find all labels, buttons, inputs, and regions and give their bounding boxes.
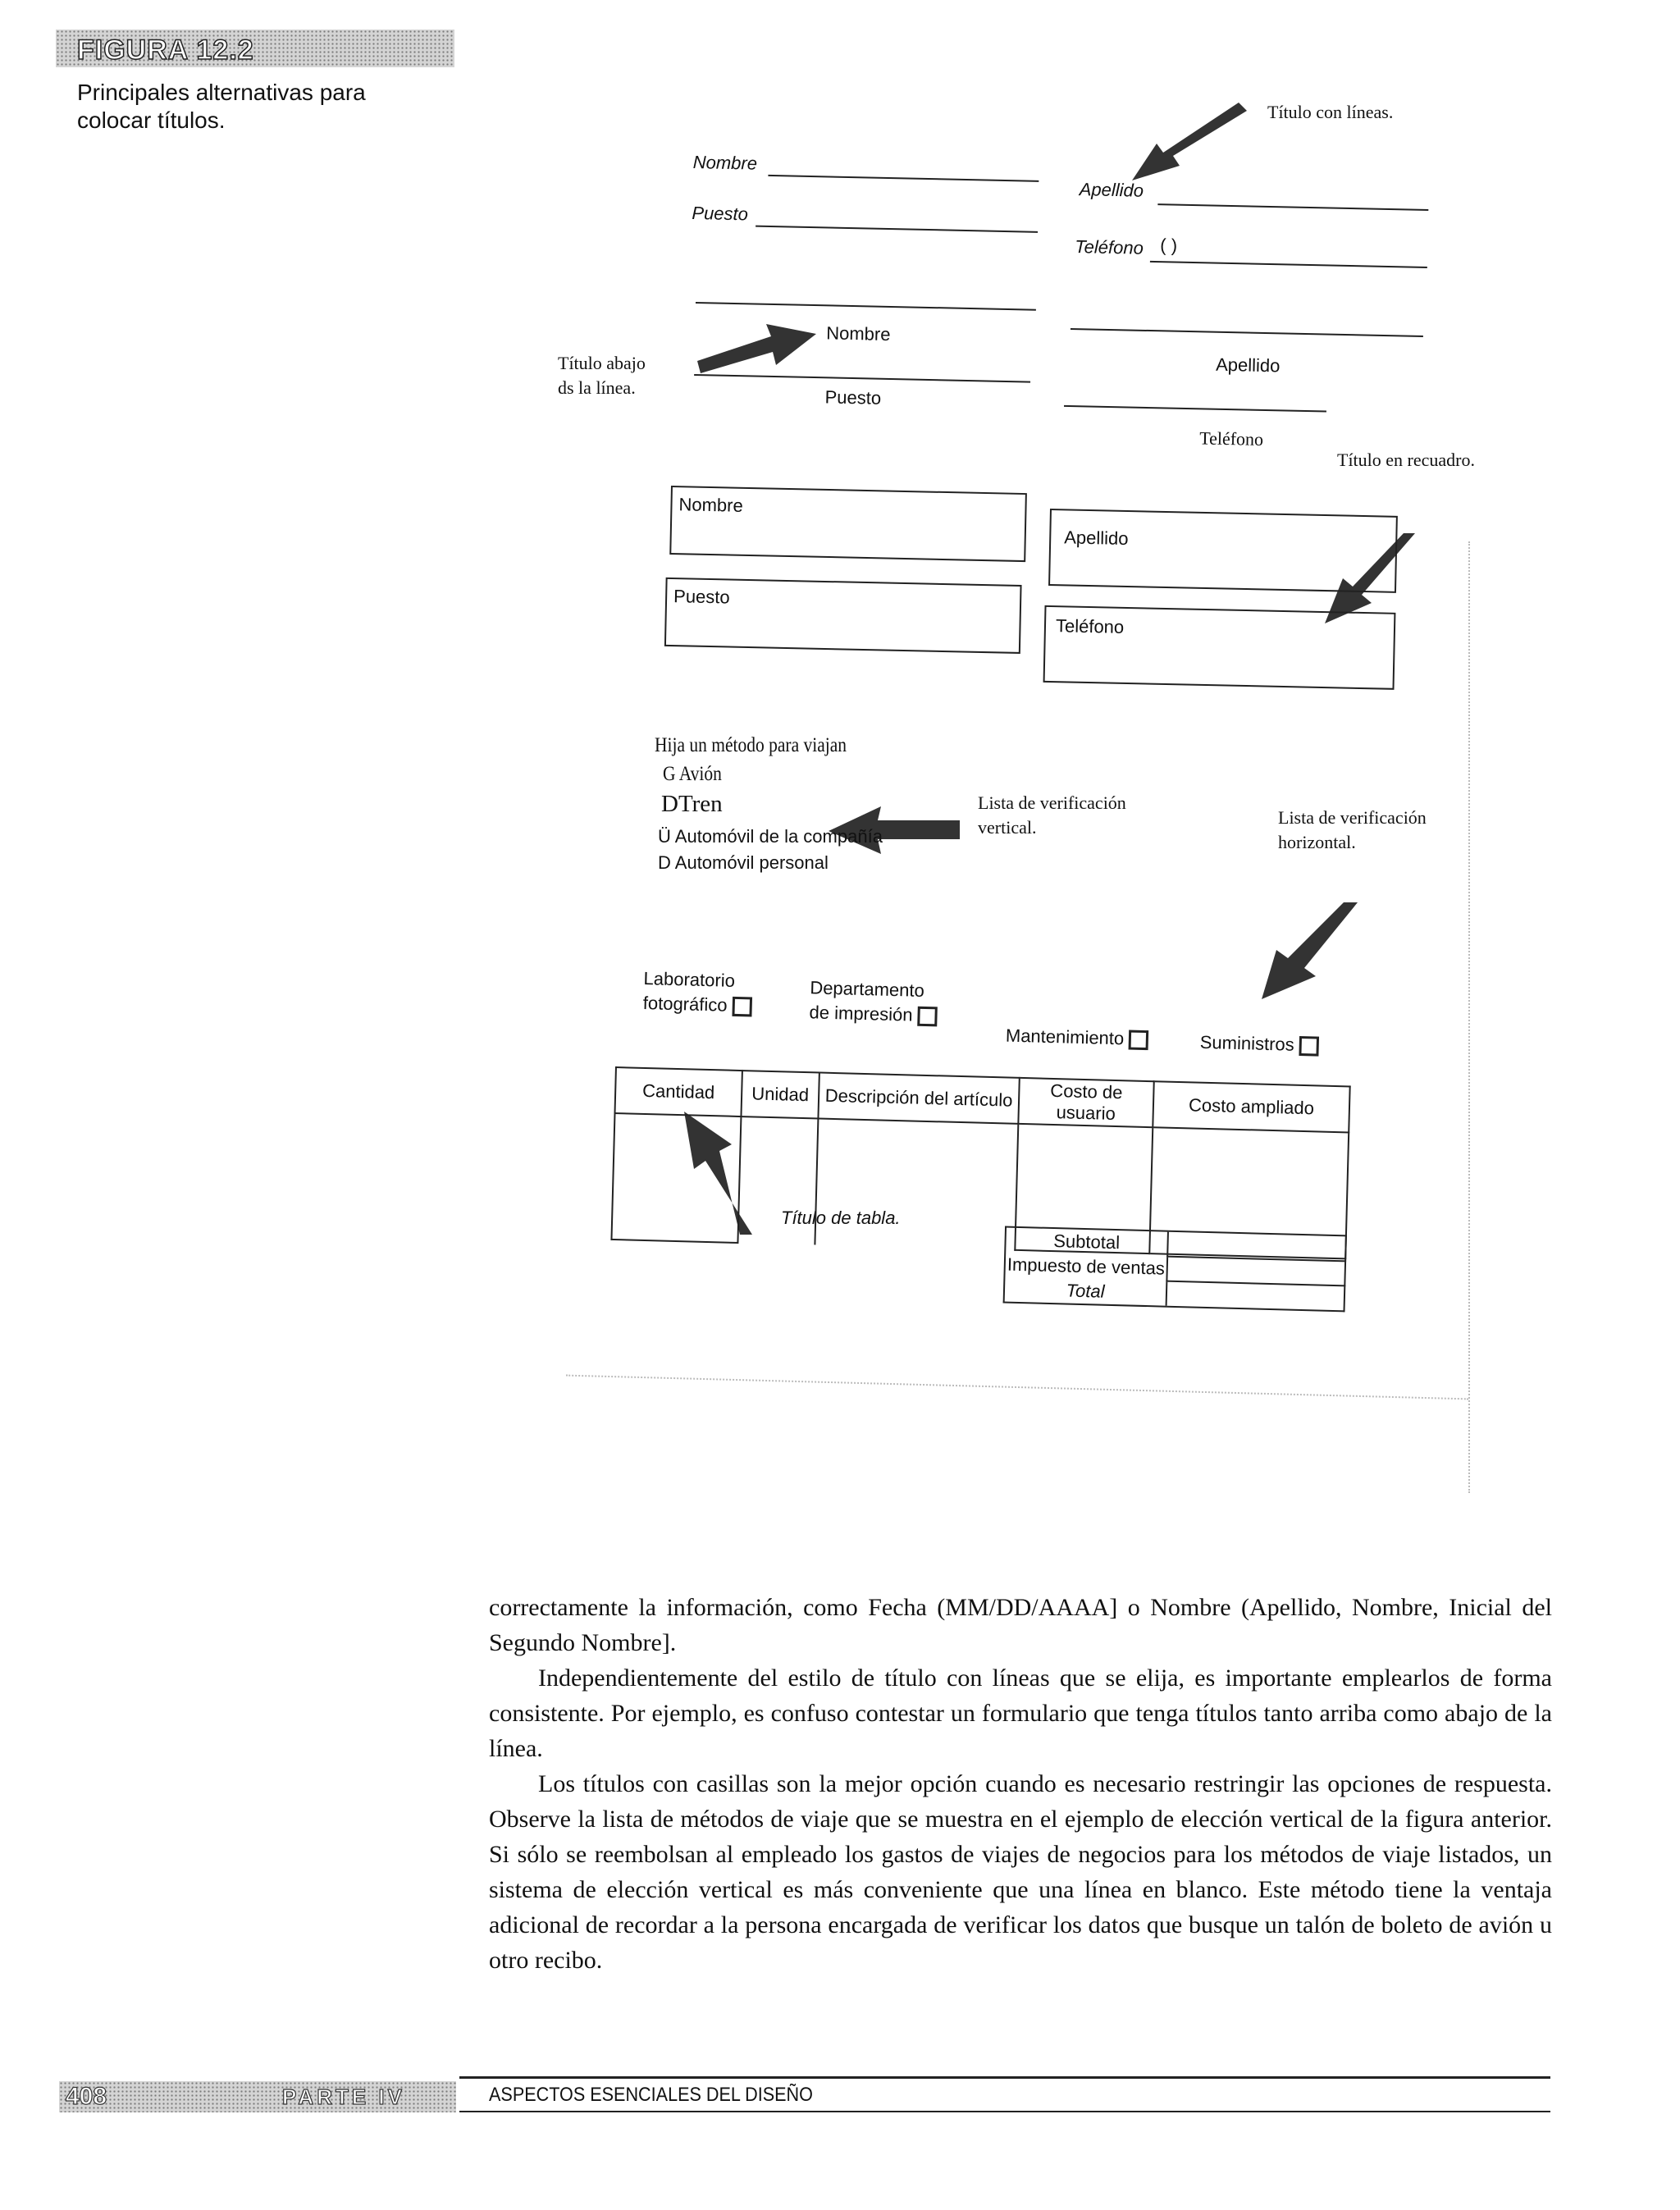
col-descripcion: Descripción del artículo xyxy=(818,1073,1019,1124)
form-lines-left xyxy=(691,152,1046,266)
checkbox-supplies[interactable] xyxy=(1299,1036,1319,1057)
footer-section-title: ASPECTOS ESENCIALES DEL DISEÑO xyxy=(489,2084,813,2106)
col-cantidad: Cantidad xyxy=(615,1067,742,1116)
option-lab-line2: fotográfico xyxy=(642,991,751,1018)
annotation-title-in-box: Título en recuadro. xyxy=(1337,450,1475,470)
paragraph-1: correctamente la información, como Fecha (MM/DD/AAAA] o Nombre (Apellido, Nombre, Inicial del Segundo Nombre]. xyxy=(489,1594,1552,1656)
label-puesto-lines: Puesto xyxy=(692,202,749,225)
option-lab[interactable] xyxy=(642,966,752,1018)
annotation-horizontal-checklist xyxy=(1278,806,1427,854)
figure-scan-bottom-border xyxy=(566,1375,1468,1400)
table-cell[interactable] xyxy=(815,1118,1018,1249)
annotation-below-line-2: ds la línea. xyxy=(558,377,636,398)
phone-parens: ( ) xyxy=(1160,235,1178,256)
vertical-option-avion[interactable]: G Avión xyxy=(663,763,722,785)
annotation-horizontal-1: Lista de verificación xyxy=(1278,807,1427,828)
figure-tag xyxy=(56,30,454,67)
table-cell[interactable] xyxy=(611,1113,741,1243)
telefono-below-line[interactable] xyxy=(1064,405,1326,413)
annotation-horizontal-2: horizontal. xyxy=(1278,831,1356,852)
annotation-vertical-1: Lista de verificación xyxy=(978,792,1126,813)
annotation-title-with-lines: Título con líneas. xyxy=(1267,102,1394,122)
label-telefono-below: Teléfono xyxy=(1198,427,1264,450)
total-label-subtotal: Subtotal xyxy=(1005,1227,1168,1257)
items-table-wrap xyxy=(610,1066,1350,1302)
col-costo-usuario: Costo de usuario xyxy=(1018,1078,1153,1127)
nombre-box[interactable] xyxy=(669,486,1027,562)
apellido-line[interactable] xyxy=(1157,203,1428,211)
annotation-vertical-checklist xyxy=(978,791,1126,839)
page-number: 408 xyxy=(66,2083,107,2110)
label-telefono-lines: Teléfono xyxy=(1075,235,1144,258)
form-boxes-left xyxy=(667,486,1032,674)
label-apellido-box: Apellido xyxy=(1064,527,1129,550)
total-label-tax: Impuesto de ventas xyxy=(1004,1253,1167,1281)
option-supplies[interactable]: Suministros xyxy=(1199,1032,1319,1057)
part-label: PARTE IV xyxy=(282,2084,405,2109)
vertical-question: Hija un método para viajan xyxy=(655,734,847,756)
checkbox-maintenance[interactable] xyxy=(1129,1030,1149,1051)
checkbox-lab[interactable] xyxy=(732,997,752,1017)
figure-caption xyxy=(77,79,366,135)
nombre-below-line[interactable] xyxy=(696,302,1036,311)
label-puesto-below: Puesto xyxy=(824,386,882,409)
figure-caption-line1: Principales alternativas para xyxy=(77,80,366,105)
label-telefono-box: Teléfono xyxy=(1055,615,1125,637)
footer-rule-top xyxy=(459,2076,1550,2079)
footer-rule-bottom xyxy=(459,2111,1550,2112)
footer-band xyxy=(59,2081,456,2112)
telefono-box[interactable] xyxy=(1043,605,1396,690)
apellido-box[interactable] xyxy=(1048,509,1398,593)
form-boxes-right xyxy=(1046,509,1427,705)
label-nombre-lines: Nombre xyxy=(692,152,758,174)
arrow-icon-lines xyxy=(1124,98,1255,189)
checkbox-print[interactable] xyxy=(917,1007,938,1027)
items-table xyxy=(610,1066,1350,1259)
paragraph-3: Los títulos con casillas son la mejor opción cuando es necesario restringir las opciones de respuesta. Observe la lista de métodos de viaje que se muestra en el ejemplo de elección vertical de la figura anterior. Si sólo se reembolsan al empleado los gastos de viajes de negocios para los métodos de viaje listados, un sistema de elección vertical es más conveniente que una línea en blanco. Este método tiene la ventaja adicional de recordar a la persona encargada de verificar los datos que busque un talón de boleto de avión u otro recibo. xyxy=(489,1770,1552,1974)
option-maintenance[interactable]: Mantenimiento xyxy=(1006,1025,1149,1051)
annotation-title-below-line xyxy=(558,351,646,400)
total-value-total[interactable] xyxy=(1166,1281,1345,1312)
vertical-option-personal-car[interactable]: D Automóvil personal xyxy=(658,852,829,873)
figure-caption-line2: colocar títulos. xyxy=(77,107,226,133)
vertical-option-tren[interactable]: DTren xyxy=(661,791,723,817)
puesto-line[interactable] xyxy=(756,226,1038,233)
annotation-vertical-2: vertical. xyxy=(978,816,1037,838)
paragraph-2: Independientemente del estilo de título con líneas que se elija, es importante emplearlos de forma consistente. Por ejemplo, es confuso contestar un formulario que tenga títulos tanto arriba como abajo de la línea. xyxy=(489,1664,1552,1762)
vertical-option-company-car[interactable]: Ü Automóvil de la compañía xyxy=(658,826,883,847)
figure-tag-label: FIGURA 12.2 xyxy=(77,34,254,66)
label-nombre-box: Nombre xyxy=(678,494,744,516)
option-lab-line1: Laboratorio xyxy=(643,967,736,991)
label-nombre-below: Nombre xyxy=(825,322,891,345)
figure-scan-border xyxy=(1436,541,1470,1493)
label-puesto-box: Puesto xyxy=(673,586,730,608)
label-apellido-lines: Apellido xyxy=(1079,179,1144,201)
annotation-table-title: Título de tabla. xyxy=(781,1208,901,1228)
annotation-below-line-1: Título abajo xyxy=(558,353,646,373)
col-costo-ampliado: Costo ampliado xyxy=(1153,1081,1349,1132)
vertical-checklist xyxy=(655,735,883,872)
puesto-box[interactable] xyxy=(664,578,1022,654)
form-lines-right xyxy=(1074,179,1437,293)
puesto-below-line[interactable] xyxy=(694,374,1030,383)
totals-table xyxy=(1003,1226,1347,1313)
form-below-left xyxy=(693,302,1048,432)
apellido-below-line[interactable] xyxy=(1071,328,1423,337)
nombre-line[interactable] xyxy=(768,175,1039,182)
col-unidad: Unidad xyxy=(741,1071,819,1118)
option-print-line1: Departamento xyxy=(810,977,925,1001)
telefono-line[interactable] xyxy=(1150,261,1427,268)
body-text xyxy=(489,1590,1552,1978)
total-label-total: Total xyxy=(1004,1277,1167,1307)
option-print[interactable] xyxy=(809,975,938,1028)
label-apellido-below: Apellido xyxy=(1215,354,1281,377)
table-cell[interactable] xyxy=(737,1116,818,1244)
option-print-line2: de impresión xyxy=(809,1000,938,1028)
form-below-right xyxy=(1068,328,1431,467)
